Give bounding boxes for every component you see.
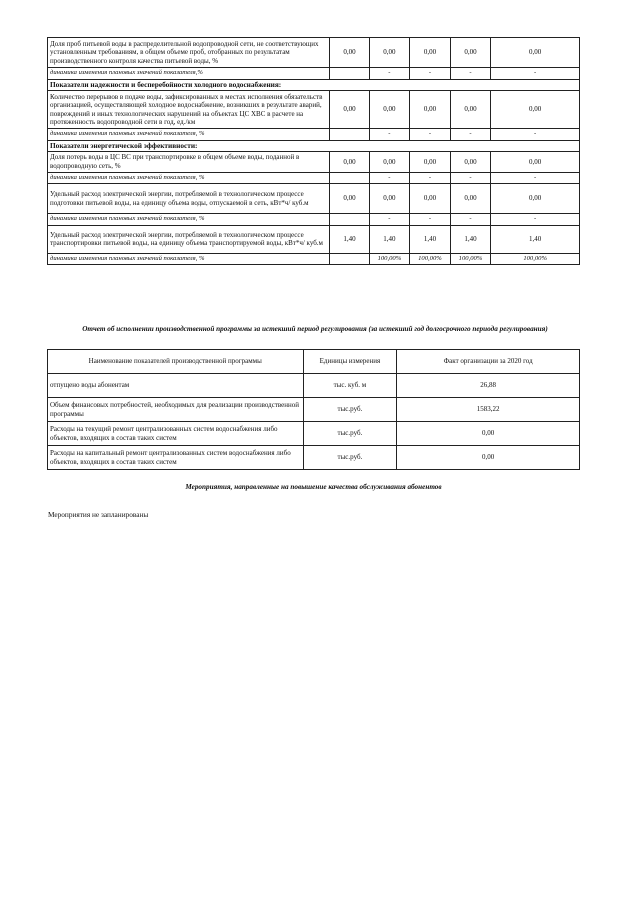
fact-cell: 0,00 (397, 422, 580, 446)
value-cell: 1,40 (450, 225, 491, 253)
table-row (48, 422, 580, 446)
value-cell: 0,00 (491, 152, 580, 172)
indicator-label: Количество перерывов в подаче воды, зафиксированных в местах исполнения обязательств организацией, осуществляющей холодное водоснабжение, возникших в результате аварий, повреждений и иных технологических нарушений на объектах ЦС ХВС в расчете на протяженность водопроводной сети в год, ед./км (48, 91, 330, 129)
value-cell (330, 172, 369, 184)
value-cell: 0,00 (491, 184, 580, 214)
column-header: Факт организации за 2020 год (397, 350, 580, 374)
table-row (48, 140, 580, 152)
indicators-table (47, 37, 580, 265)
value-cell: 1,40 (369, 225, 410, 253)
table-row (48, 446, 580, 470)
events-note: Мероприятия не запланированы (48, 510, 149, 519)
table-row (48, 79, 580, 91)
value-cell: 0,00 (410, 38, 451, 68)
value-cell: - (450, 68, 491, 80)
table-row (48, 225, 580, 253)
value-cell (330, 129, 369, 141)
dynamics-label: динамика изменения плановых значений показателя, % (48, 129, 330, 141)
column-header: Наименование показателей производственной программы (48, 350, 304, 374)
indicator-label: Удельный расход электрической энергии, потребляемой в технологическом процессе транспортировки питьевой воды, на единицу объема транспортируемой воды, кВт*ч/ куб.м (48, 225, 330, 253)
value-cell: 0,00 (450, 152, 491, 172)
value-cell: 0,00 (330, 38, 369, 68)
value-cell: 0,00 (410, 184, 451, 214)
value-cell: 100,00% (410, 253, 451, 265)
value-cell: - (410, 68, 451, 80)
value-cell: - (369, 129, 410, 141)
dynamics-label: динамика изменения плановых значений показателя, % (48, 214, 330, 226)
indicator-name: Объем финансовых потребностей, необходимых для реализации производственной программы (48, 398, 304, 422)
value-cell (330, 68, 369, 80)
indicator-label: Доля потерь воды в ЦС ВС при транспортировке в общем объеме воды, поданной в водопроводную сеть, % (48, 152, 330, 172)
value-cell: 1,40 (410, 225, 451, 253)
value-cell: 0,00 (450, 91, 491, 129)
table-row (48, 172, 580, 184)
value-cell: 0,00 (410, 91, 451, 129)
value-cell (330, 253, 369, 265)
report-title: Отчет об исполнении производственной программы за истекший период регулирования (за истекший год долгосрочного периода регулирования) (82, 325, 548, 333)
value-cell: 0,00 (369, 152, 410, 172)
column-header: Единицы измерения (303, 350, 397, 374)
value-cell: - (450, 172, 491, 184)
value-cell: 0,00 (450, 38, 491, 68)
value-cell: 0,00 (330, 184, 369, 214)
indicator-label: Доля проб питьевой воды в распределительной водопроводной сети, не соответствующих установленным требованиям, в общем объеме проб, отобранных по результатам производственного контроля качества питьевой воды, % (48, 38, 330, 68)
value-cell: - (450, 214, 491, 226)
fact-cell: 1583,22 (397, 398, 580, 422)
value-cell: 1,40 (491, 225, 580, 253)
table-row (48, 398, 580, 422)
table-row (48, 253, 580, 265)
section-heading: Показатели надежности и бесперебойности холодного водоснабжения: (48, 79, 580, 91)
unit-cell: тыс.руб. (303, 422, 397, 446)
indicator-name: Расходы на капитальный ремонт централизованных систем водоснабжения либо объектов, входящих в состав таких систем (48, 446, 304, 470)
header-row (48, 350, 580, 374)
value-cell: - (410, 129, 451, 141)
value-cell: - (491, 172, 580, 184)
value-cell: 0,00 (369, 184, 410, 214)
unit-cell: тыс. куб. м (303, 374, 397, 398)
unit-cell: тыс.руб. (303, 398, 397, 422)
table-row (48, 91, 580, 129)
value-cell: - (450, 129, 491, 141)
value-cell: - (491, 214, 580, 226)
table-row (48, 374, 580, 398)
value-cell: 0,00 (491, 91, 580, 129)
dynamics-label: динамика изменения плановых значений показателя, % (48, 253, 330, 265)
value-cell: 100,00% (369, 253, 410, 265)
value-cell: - (410, 172, 451, 184)
table-row (48, 68, 580, 80)
value-cell: 0,00 (369, 91, 410, 129)
table-row (48, 184, 580, 214)
value-cell (330, 214, 369, 226)
value-cell: - (491, 68, 580, 80)
value-cell: - (369, 214, 410, 226)
table-row (48, 152, 580, 172)
indicator-name: отпущено воды абонентам (48, 374, 304, 398)
table-row (48, 214, 580, 226)
table-row (48, 38, 580, 68)
value-cell: - (491, 129, 580, 141)
dynamics-label: динамика изменения плановых значений показателя,% (48, 68, 330, 80)
value-cell: - (369, 68, 410, 80)
dynamics-label: динамика изменения плановых значений показателя, % (48, 172, 330, 184)
report-table (47, 349, 580, 470)
fact-cell: 26,88 (397, 374, 580, 398)
fact-cell: 0,00 (397, 446, 580, 470)
indicator-name: Расходы на текущий ремонт централизованных систем водоснабжения либо объектов, входящих в состав таких систем (48, 422, 304, 446)
value-cell: 1,40 (330, 225, 369, 253)
value-cell: 0,00 (369, 38, 410, 68)
value-cell: - (410, 214, 451, 226)
unit-cell: тыс.руб. (303, 446, 397, 470)
indicator-label: Удельный расход электрической энергии, потребляемой в технологическом процессе подготовки питьевой воды, на единицу объема воды, отпускаемой в сеть, кВт*ч/ куб.м (48, 184, 330, 214)
value-cell: 100,00% (450, 253, 491, 265)
value-cell: 100,00% (491, 253, 580, 265)
value-cell: 0,00 (491, 38, 580, 68)
section-heading: Показатели энергетической эффективности: (48, 140, 580, 152)
value-cell: 0,00 (410, 152, 451, 172)
value-cell: 0,00 (330, 91, 369, 129)
value-cell: 0,00 (450, 184, 491, 214)
value-cell: 0,00 (330, 152, 369, 172)
value-cell: - (369, 172, 410, 184)
events-title: Мероприятия, направленные на повышение качества обслуживания абонентов (185, 483, 442, 491)
table-row (48, 129, 580, 141)
